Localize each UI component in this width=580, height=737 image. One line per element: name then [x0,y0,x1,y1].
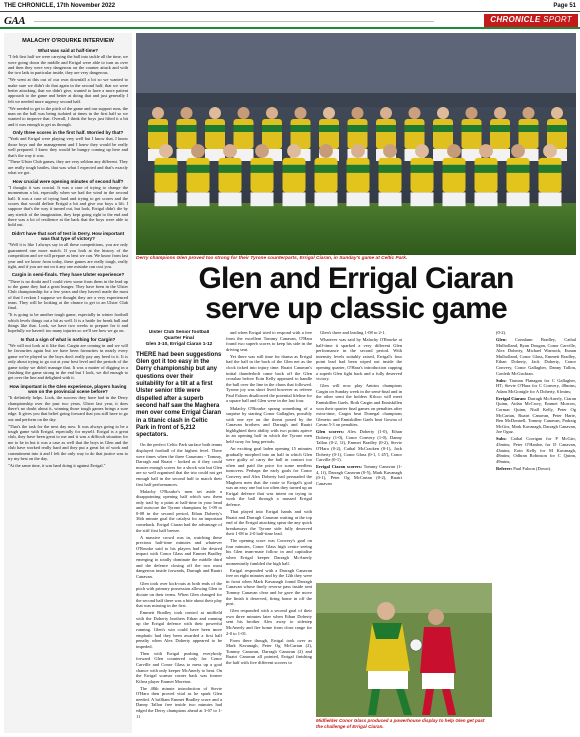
interview-question: What was said at half-time? [37,48,99,53]
team-lineup-entry-text: Cathal Corrigan for P McGirr, 43mins; Peter O'Hanlon for D Canavan, 43mins; Eoin Kelly for M Kavanagh, 48mins; Odhran Robinson for C Quinn, 49mins; [496,436,576,464]
team-lineup-entry [496,330,576,336]
interview-answer: "We will not look at it like that. Cargin are coming in and we will be favourites again but we have been favourites in nearly every game we've played so the boys don't really pay any heed to it. It is only about trying to go out at your best level and the periods of the game today we didn't manage that. It was a matter of digging in a finishing the game strong in the end but I look, we did enough to get over the line and delighted with it. [8,343,128,381]
story-paragraph: Malachy O'Rourke sprang something of a surprise by starting Conor Gallagher, possibly with one eye on the threat posed by the Canavan brothers and Darragh and Ruairi highlighted their ability with two points apiece in an opening half in which the Tyrone men held sway for long periods. [226,405,312,444]
scorers-entry [316,464,402,486]
team-lineup-entry-label: Subs: [496,436,507,442]
player-action-image [316,583,492,717]
interview-answer: "That's the task for the next day now. It was always going to be a tough game with Errigal, especially for myself. Errigal is a great club, they have been great to me and it was a difficult situation for me to be in but it was a case as well that the boys in Glen and the club have worked really hard and they put a great lot of work and commitment into it and I felt the only way to do that justice was to try my best on the day. [8,423,128,461]
story-paragraph: Glen responded with a second goal of their own three minutes later when Ethan Doherty sent his brother Alex away to sidestep McAnerly and fire home from close range for 2-0 to 1-01. [226,608,312,636]
team-lineup-entry-label: Glen: [496,337,507,343]
story-paragraph: Emmett Bradley took control at midfield with the Doherty brothers Ethan and running up the Errigal defence with their powerful running. Glen's win could have been more emphatic had they been awarded a first half penalty when Alex Doherty appeared to be impeded. [136,610,222,649]
scorers-entry-label: Errigal Ciaran scorers: [316,464,363,470]
story-paragraph: Whatever was said by Malachy O'Rourke at half-time it sparked a very different Glen performance in the second period. With intensity levels suitably raised, Errigal's four point lead had been wiped out inside the opening quarter, O'Hara's introduction capping a superb Glen fight back and a fully deserved victory. [316,337,402,382]
newspaper-date: THE CHRONICLE, 17th November 2022 [4,3,116,9]
headline-line-1: Glen and Errigal Ciaran [198,262,514,295]
section-bar [0,14,580,29]
interview-answer: "There is no doubt and I could view some from them in the lead up to the game they had a great hunger. They have been in the Ulster Club championship for a few years and they haven't made the most of that I reckon I suppose we thought they are a very experienced team. They will be looking at the chance to get to an Ulster Club final. [8,278,128,311]
sport-tag-text: SPORT [543,15,572,24]
story-paragraph: From there though, Errigal took over as Mark Kavanagh, Peter Og McCartan (2), Tommy Canavan, Darragh Canavan (2) and Ruairi Canavan all pointed, Errigal finishing the half with five different scorers to [226,637,312,665]
team-lineup-entry [496,396,576,435]
headline [136,264,576,324]
chronicle-sport-tag [484,14,578,27]
interview-question: Only three scores in the first half. Worried by that? [12,130,124,136]
story-paragraph: That played into Errigal hands and with Ruairi and Darragh Canavan waiting at the top end of the Errigal attacking spear the any quick breakaways the Tyrone side fully deserved their 1-08 to 2-0 half-time lead. [226,508,312,537]
story-paragraph: and when Errigal tried to respond with a free from the excellent Tommy Canavan, O'Hara found two superb scores to keep his side in the driving seat. [226,330,312,352]
story-column-4 [406,330,492,580]
team-lineup-entry-text: Connlann Bradley, Cathal Mulholland, Ryan Dougan, Conor Carville, Alex Doherty, Michael Warnock, Eunan Mulholland, Conor Glass, Emmett Bradley, Ethan Doherty, Jack Doherty, Conor Convery, Conor Gallagher, Danny Tallon, Conleth McGuckian. [496,337,576,376]
story-column-1 [136,330,222,733]
interview-answer: "These Ulster Club games, they are very seldom any different. They are really tough battles, that was what I expected and that's exactly what we got. [8,159,128,176]
interview-answer: "At the same time, it was hard doing it against Errigal." [8,462,106,468]
story-paragraph: Glen's three and leading 1-08 to 2-1. [320,330,386,335]
interview-question: Cargin in semi-finals. They have Ulster experience? [11,272,125,278]
player-action-photo [316,583,492,717]
interview-answer: "We went at this out of our own downfall a lot so we wanted to make sure we didn't do that again in the second half, that we were better attacking, that we didn't give, wanted to have a more patient approach to the game and better at doing that and just generally I felt we needed more urgency second half. [8,77,128,104]
interview-question: How crucial were opening minutes of second half? [12,178,124,184]
interview-panel [4,33,132,733]
story-paragraph: Glen took over kick-outs at both ends of the pitch with primary possession allowing Glen to dictate on their terms. When Glen changed for the second half there was a bite about their play that was missing in the first. [136,580,222,609]
team-lineup-entry-text: Darragh McAnerly, Ciaran Quinn, Aidan McCrory, Emmet Morrow, Cormac Quinn, Niall Kelly, Peter Og McCartan, Ruairi Canavan, Peter Harte, Ben McDonnell, Tommy Canavan, Padraig McGirr, Mark Kavanagh, Darragh Canavan, Joe Oguz. [496,395,576,435]
interview-question: Is that a sign of what is nothing for Cargin? [20,336,116,342]
interview-answer: "Well it is like I always say in all these competitions, you are only guaranteed one more match. If you look at the history of the competition and we will prepare as best we can. We know from last year and we know from today, these games are really tough, really tight, and if you are not on it any one mistake can cost you. [8,242,128,269]
story-paragraph: An exciting goal laden opening 15 minutes gradually morphed into an half in which Glen were guilty of carry the ball in contact too often and paid the price for some needless turnovers. Perhaps the early goals for Conor Convery and Alex Doherty had persuaded the Maghera men that the route to Errigal's goal was an easy one but too often they turned up an Errigal defence that was intent on trying to work the ball through a massed Errigal defence. [226,446,312,507]
interview-answer: "We needed to get to the pitch of the game and our support runs, the man on the ball was being isolated at times in the first half so we wanted to improve that. Overall, I think the boys just lifted it a bit and it was enough to get us through. [8,105,128,127]
story-column-3 [316,330,402,580]
team-lineup-entry [496,378,576,395]
team-photo [136,33,576,255]
chronicle-tag-text: CHRONICLE [490,15,541,24]
team-photo-image [136,33,576,255]
top-photo-caption: Derry champions Glen proved too strong for their Tyrone counterparts, Errigal Ciaran, in Sunday's game at Celtic Park. [136,256,408,261]
scorers-entry-label: Glen scorers: [316,429,344,435]
story-paragraph: A massive crowd was in, watching these precious half-time minutes and whatever O'Rourke said to his players had the desired impact with Conor Glass and Emmet Bradley emerging to totally dominate the middle third and the defence closing off the two most dangerous inside forwards, Darragh and Ruairi Canavan. [136,534,222,579]
section-divider [34,21,434,22]
interview-answer: "Yeah and Errigal were playing very well but I know that, I know those boys and the management and I knew they would be really well prepared. I knew they would be hungry coming up here and that's the way it was. [8,136,128,158]
team-lineup-entry-text: Tiarnan Flanagan for C Gallagher, HT; Stevie O'Hara for C Convery, 48mins; Adam McGonigle for A Doherty, 61mins; [496,377,576,394]
scorers-entry [316,429,402,462]
team-lineup-entry [496,436,576,464]
story-paragraph: The 48th minute introduction of Stevie O'Hara then proved vital as he spark Glen needed. A brilliant Emmet Bradley score and a Danny Tallon free inside two minutes had edged the Derry champions ahead at 3-07 to 1-11 [136,685,222,719]
match-header [136,330,222,349]
page-masthead [0,0,580,12]
story-intro: THERE had been suggestions Glen got it too easy in the Derry championship but any questions over their suitability for a tilt at a first Ulster senior title were dispelled after a superb second half saw the Maghera men over come Errigal Ciaran in a titanic clash in Celtic Park in front of 5,212 spectators. [136,351,222,439]
team-lineup-entry-label: Subs: [496,377,507,383]
interview-answer: "I felt first half we were carrying the ball into tackle all the time, we were going down the middle and Errigal were able to turn us over and then they were very dangerous on the counter attack and with the two lads in particular inside, they are very dangerous. [8,54,128,76]
interview-question: How important is the Glen experience, players having won on the provincial scene before? [9,383,127,394]
story-paragraph: Glen will now play Antrim champions Cargin on Sunday week in the semi-final and in the other semi the holders Kilcoo will meet Enniskillen Gaels. Both Cargin and Enniskillen won their quarter final games on penalties after extra-time, Cargin beat Donegal champions Gleneirc and Enniskillen Gaels beat Gowna of Cavan 5-3 on penalties. [316,383,402,428]
story-column-5 [496,330,576,733]
team-lineup-entry-label: Referee: [496,465,513,471]
team-lineup-entry-label: Errigal Ciaran: [496,395,527,401]
team-lineup-entry [496,466,576,472]
team-lineup-entry [496,337,576,376]
gaa-logo: GAA [4,15,26,27]
match-score: Glen 3-10, Errigal Ciaran 1-12 [145,342,213,348]
scorers-entry-text: Alex Doherty (1-0), Ethan Doherty (1-0), Conor Convery (1-0), Danny Tallon (0-2, 1f), Emmet Bradley (0-2), Stevie O'Hara (0-2), Cathal McCracken (0-1), Jack Doherty (0-1), Conor Glass (0-1, 1 45'), Conor Carville (0-1). [316,429,402,463]
interview-question: Didn't have that sort of test in Derry. How important was that type of victory? [11,230,125,242]
interview-answer: "It is going to be another tough game, especially in winter football which levels things out a bit as well. It is a battle for break ball and things like that. Look, we have two weeks to prepare for it and hopefully we haven't too many injuries so we'll see how we go on. [8,312,128,334]
story-column-2 [226,330,312,733]
scorers-entry-text: Tommy Canavan (1-4, 1f), Darragh Canavan (0-5), Mark Kavanagh (0-1), Peter Og McCartan (0-2), Ruairi Canavan [316,464,402,487]
match-round: Quarter Final [164,336,194,342]
headline-line-2: serve up classic game [205,292,507,325]
match-competition: Ulster Club Senior football [148,330,210,335]
team-lineup-entry-text: (0-2). [496,330,507,335]
page-number: Page 51 [553,3,576,9]
story-paragraph: Yet there was still time for drama as Errigal had the ball in the back of the Glen net as the clock ticked into injury time. Ruairi Canavan's initial thunderbolt came back off the Glen crossbar before Eoin Kelly appeared to handle the ball over the line in the chaos that followed. Tyrone joy was short lived however as referee Paul Faloon disallowed the potential lifeline for a square ball and Glen were in the last four. [226,353,312,404]
story-paragraph: The opening score was Convery's goal on four minutes, Conor Glass high centre seeing his Glen team-mate follow in and capitalise when Errigal keeper Darragh McAnerly momentarily fumbled the high ball. [226,538,312,566]
bottom-photo-caption: Midfielder Conor Glass produced a powerhouse display to help Glen get past the challenge of Errigal Ciaran. [316,718,485,729]
interview-answer: "It definitely helps. Look, the success they have had in the Derry championship over the past two years, Ulster last year, it does there's no doubt about it, winning those tough games brings a sure edge. It gives you that belief going forward that you still have to go out and perform on the day. [8,395,128,422]
story-paragraph: Errigal responded with a Darragh Canavan free on eight minutes and by the 12th they were in front when Mark Kavanagh found Darragh Canavan whose finely reverse pass inside sent Tommy Canavan clear and he gave the move the finish it deserved, firing home in off the post. [226,567,312,607]
interview-title: MALACHY O'ROURKE INTERVIEW [22,38,114,44]
interview-answer: "I thought it was crucial. It was a case of trying to change the momentum a bit, especially when we had the wind in the second half. It was a case of trying hard and trying to get scores and the scores that would deflate Errigal a bit and give our boys a lift. I suppose that's the way it turned out, but look, Errigal didn't die by any stretch of the imagination, they kept going right to the end and there was a lot of resilience at the back that the boys were able to hold out. [8,184,128,228]
story-paragraph: Malachy O'Rourke's men set aside a disappointing opening half which saw them only trail by a point at half-time in your head and outscore the Tyrone champions by 1-09 to 0-08 in the second period, Ethan Doherty's 36th minute goal the catalyst for an important comeback. Errigal Ciaran had the advantage of the stiff first half breeze. [136,488,222,533]
story-paragraph: Then with Errigal pushing everybody forward Glen countered only for Conor Carville and Conor Glass to mess up a goal chance with only keeper McAnerly to beat. On the Errigal scamar corner back was former Kilrea player Emmet Moreton. [136,650,222,684]
team-lineup-entry-text: Paul Faloon (Down). [512,465,552,471]
story-paragraph: On the perfect Celtic Park surface both teams displayed football of the highest level. There were times when the three Canavans - Tommy, Darragh and Ruairi - looked as if they could muster enough scores for a shock win but Glen are so well organised that the trio could not get enough ball in the second half to match their first half performances. [136,442,222,487]
